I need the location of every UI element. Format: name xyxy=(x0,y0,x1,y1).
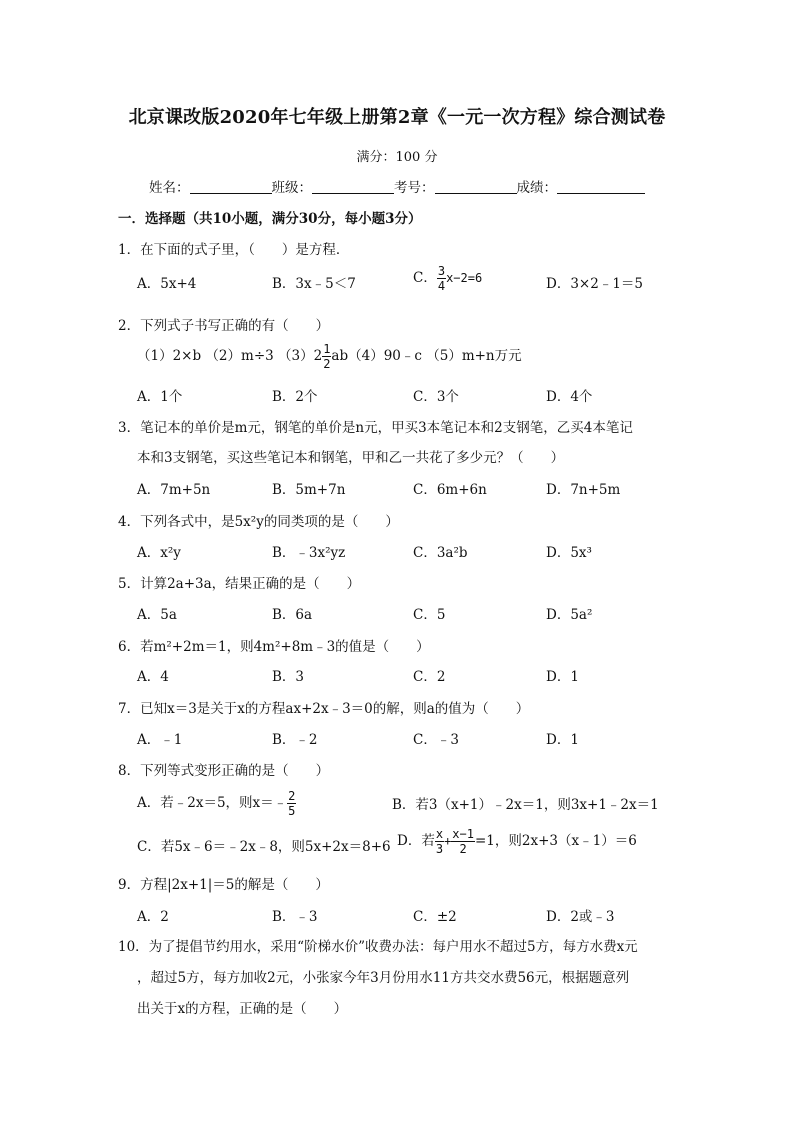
q8-a-denominator: 5 xyxy=(288,804,296,818)
q3-option-a: A．7m+5n xyxy=(137,482,211,498)
q6-option-a: A．4 xyxy=(137,669,169,685)
q2-items xyxy=(137,342,522,371)
q8-option-b: B．若3（x+1）﹣2x＝1，则3x+1﹣2x＝1 xyxy=(392,797,659,813)
q5-option-b: B．6a xyxy=(272,607,313,623)
q6-stem: 6．若m²+2m＝1，则4m²+8m﹣3的值是（ ） xyxy=(118,639,430,655)
q5-option-d: D．5a² xyxy=(546,607,593,623)
q8-option-d-pre: D．若 xyxy=(397,833,435,849)
exam-number-blank[interactable] xyxy=(435,179,517,194)
q1-option-c-label: C． xyxy=(413,270,437,286)
q3-option-b: B．5m+7n xyxy=(272,482,346,498)
q8-d-denominator-2: 2 xyxy=(459,842,467,856)
q5-option-c: C．5 xyxy=(413,607,446,623)
q8-option-d xyxy=(397,827,637,856)
q9-option-a: A．2 xyxy=(137,909,169,925)
q2-option-d: D．4个 xyxy=(546,389,593,405)
q9-option-b: B．﹣3 xyxy=(272,909,318,925)
exam-number-label: 考号： xyxy=(394,180,435,196)
q1-c-numerator: 3 xyxy=(437,264,446,278)
q10-line2: ，超过5方，每方加收2元，小张家今年3月份用水11方共交水费56元，根据题意列 xyxy=(137,970,630,986)
q8-option-c: C．若5x﹣6＝﹣2x﹣8，则5x+2x＝8+6 xyxy=(137,839,391,855)
q8-d-denominator-1: 3 xyxy=(435,842,444,856)
exam-title: 北京课改版2020年七年级上册第2章《一元一次方程》综合测试卷 xyxy=(128,107,666,128)
q10-line1: 10．为了提倡节约用水，采用“阶梯水价”收费办法：每户用水不超过5方，每方水费x元 xyxy=(118,939,638,955)
q8-a-numerator: 2 xyxy=(288,789,296,803)
section-heading: 一．选择题（共10小题，满分30分，每小题3分） xyxy=(118,211,422,227)
q4-stem: 4．下列各式中，是5x²y的同类项的是（ ） xyxy=(118,514,399,530)
q2-numerator: 1 xyxy=(323,342,331,356)
q3-option-c: C．6m+6n xyxy=(413,482,487,498)
q2-option-c: C．3个 xyxy=(413,389,459,405)
q2-option-a: A．1个 xyxy=(137,389,183,405)
q2-denominator: 2 xyxy=(323,357,331,371)
q10-line3: 出关于x的方程，正确的是（ ） xyxy=(137,1001,348,1017)
full-score: 满分：100 分 xyxy=(356,150,438,165)
q2-items-part2: ab（4）90﹣c （5）m+n万元 xyxy=(331,348,522,364)
q9-option-d: D．2或﹣3 xyxy=(546,909,615,925)
q1-option-c-fraction xyxy=(437,264,446,293)
q7-option-c: C．﹣3 xyxy=(413,732,459,748)
score-blank[interactable] xyxy=(557,179,645,194)
q8-d-numerator-1: x xyxy=(435,827,444,841)
q3-option-d: D．7n+5m xyxy=(546,482,621,498)
q6-option-c: C．2 xyxy=(413,669,446,685)
q9-stem: 9．方程|2x+1|＝5的解是（ ） xyxy=(118,877,329,893)
name-label: 姓名： xyxy=(149,180,190,196)
q5-stem: 5．计算2a+3a，结果正确的是（ ） xyxy=(118,576,361,592)
class-label: 班级： xyxy=(271,180,312,196)
q8-d-fraction-1 xyxy=(435,827,444,856)
q3-line1: 3．笔记本的单价是m元，钢笔的单价是n元，甲买3本笔记本和2支钢笔，乙买4本笔记 xyxy=(118,420,633,436)
q8-option-a-text: A．若﹣2x＝5，则x＝﹣ xyxy=(137,795,288,811)
q1-option-c xyxy=(413,264,482,293)
q7-stem: 7．已知x＝3是关于x的方程ax+2x﹣3＝0的解，则a的值为（ ） xyxy=(118,701,530,717)
score-label: 成绩： xyxy=(516,180,557,196)
q1-c-denominator: 4 xyxy=(437,279,446,293)
q7-option-a: A．﹣1 xyxy=(137,732,183,748)
q6-option-b: B．3 xyxy=(272,669,305,685)
q7-option-b: B．﹣2 xyxy=(272,732,318,748)
q1-option-a: A．5x+4 xyxy=(137,276,197,292)
q8-option-a-fraction xyxy=(287,789,296,818)
q2-stem: 2．下列式子书写正确的有（ ） xyxy=(118,318,330,334)
student-info-line xyxy=(149,176,645,196)
class-blank[interactable] xyxy=(312,179,394,194)
q1-option-b: B．3x﹣5＜7 xyxy=(272,276,356,292)
q8-d-plus: + xyxy=(444,834,452,848)
q9-option-c: C．±2 xyxy=(413,909,457,925)
q8-option-d-post: =1，则2x+3（x﹣1）＝6 xyxy=(474,833,637,849)
q5-option-a: A．5a xyxy=(137,607,177,623)
q1-option-d: D．3×2﹣1＝5 xyxy=(546,276,643,292)
name-blank[interactable] xyxy=(190,179,272,194)
q8-d-fraction-2 xyxy=(451,827,475,856)
q4-option-a: A．x²y xyxy=(137,545,181,561)
q2-items-part1: （1）2×b （2）m÷3 （3）2 xyxy=(137,348,323,364)
q1-option-c-rest: x−2=6 xyxy=(446,271,483,285)
q3-line2: 本和3支钢笔，买这些笔记本和钢笔，甲和乙一共花了多少元？（ ） xyxy=(137,450,565,466)
q6-option-d: D．1 xyxy=(546,669,579,685)
q4-option-b: B．﹣3x²yz xyxy=(272,545,346,561)
q7-option-d: D．1 xyxy=(546,732,579,748)
q8-stem: 8．下列等式变形正确的是（ ） xyxy=(118,763,330,779)
q4-option-d: D．5x³ xyxy=(546,545,592,561)
q8-option-a xyxy=(137,789,296,818)
q2-option-b: B．2个 xyxy=(272,389,318,405)
q4-option-c: C．3a²b xyxy=(413,545,468,561)
q8-d-numerator-2: x−1 xyxy=(452,827,474,841)
q1-stem: 1．在下面的式子里，（ ）是方程． xyxy=(118,242,350,258)
